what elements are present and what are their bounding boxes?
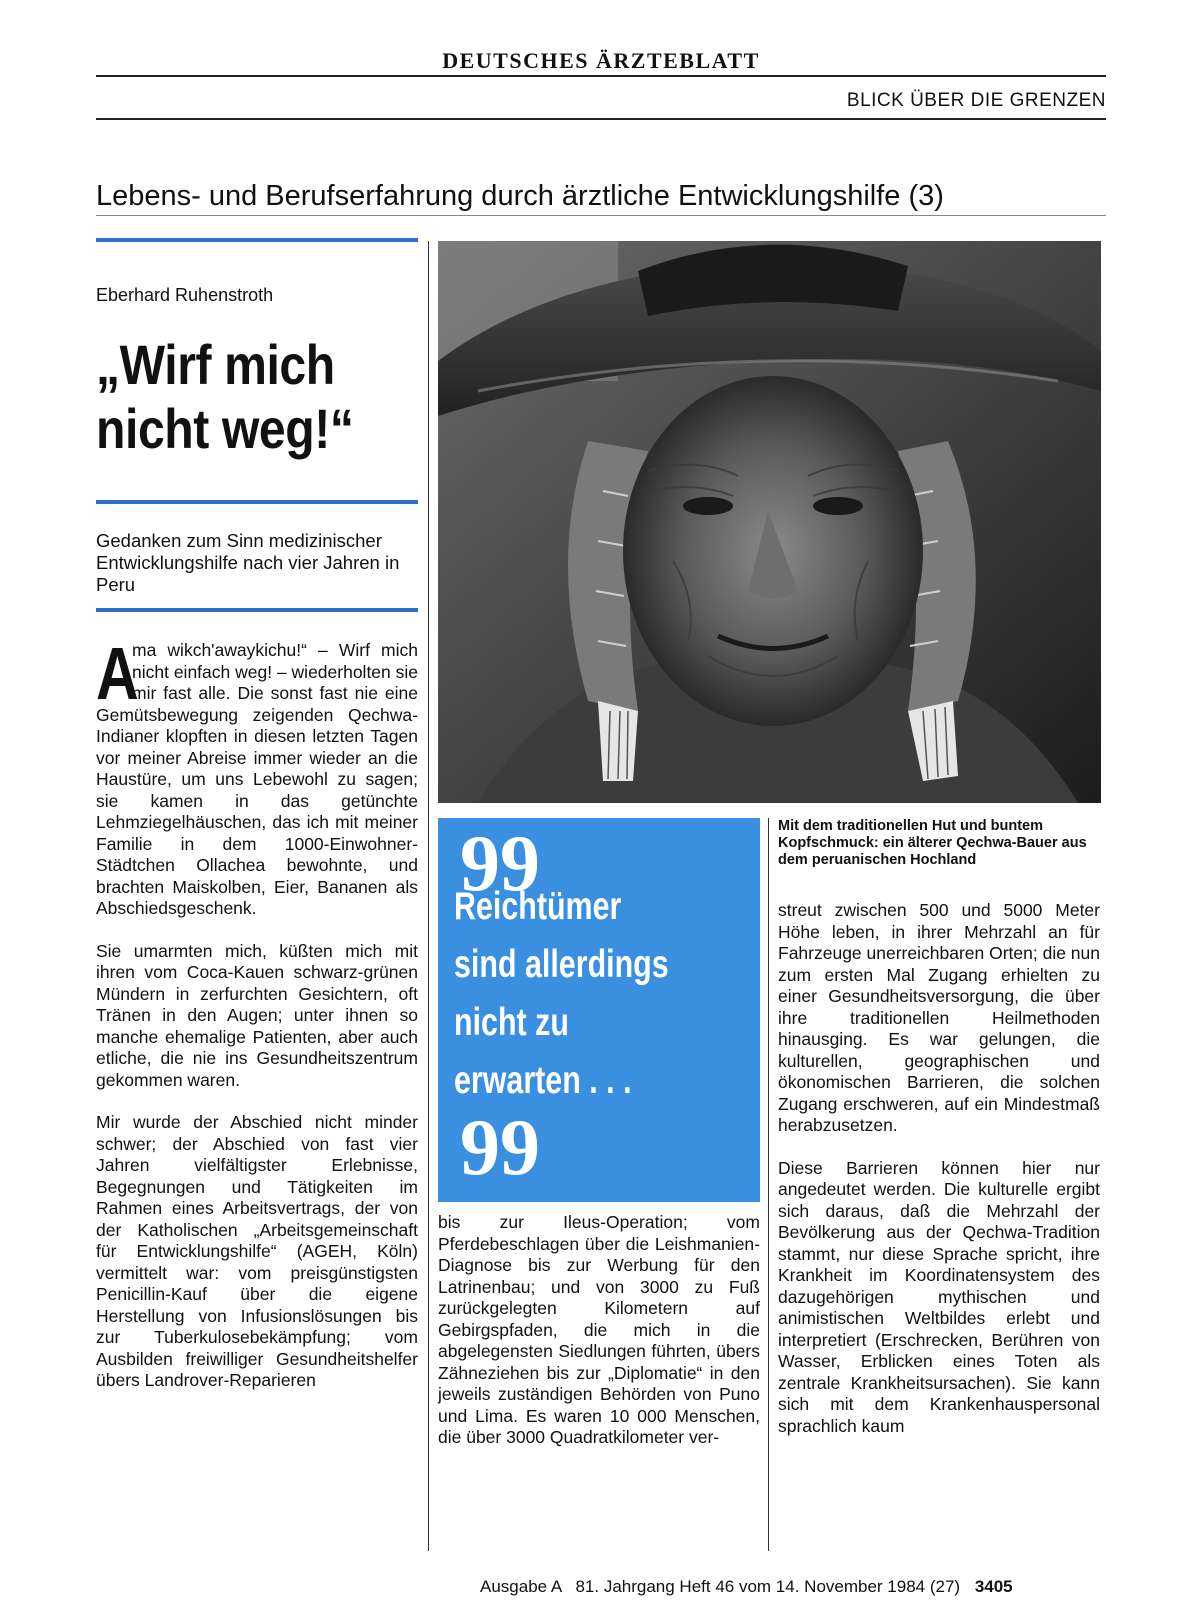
quote-close-mark: 99 — [460, 1104, 540, 1192]
issue-info: Ausgabe A 81. Jahrgang Heft 46 vom 14. November 1984 (27) — [480, 1577, 961, 1596]
blue-rule-bottom — [96, 608, 418, 612]
subtitle: Gedanken zum Sinn medizinischer Entwicklungshilfe nach vier Jahren in Peru — [96, 530, 400, 595]
page-number: 3405 — [974, 1577, 1013, 1596]
drop-cap: A — [96, 632, 139, 715]
headline-line-1: „Wirf mich — [96, 333, 335, 396]
masthead-rule — [96, 75, 1106, 77]
author: Eberhard Ruhenstroth — [96, 285, 274, 305]
portrait-photo-icon — [438, 241, 1101, 803]
col1-paragraph-2: Sie umarmten mich, küßten mich mit ihren vom Coca-Kauen schwarz-grünen Mündern in zerfurchten Gesichtern, oft Tränen in den Augen; unter ihnen so manche ehemalige Patienten, aber auch etliche, die nie ins Gesundheitszentrum gekommen waren. — [96, 940, 418, 1090]
page-footer — [480, 1577, 1013, 1597]
headline-line-2: nicht weg!“ — [96, 397, 354, 460]
pull-quote-line-3: nicht zu — [454, 1001, 569, 1044]
pull-quote — [438, 818, 760, 1202]
section-label: BLICK ÜBER DIE GRENZEN — [846, 90, 1106, 111]
blue-rule-mid — [96, 500, 418, 504]
quote-open-mark: 99 — [460, 820, 540, 908]
photo-caption: Mit dem traditionellen Hut und buntem Kopfschmuck: ein älterer Qechwa-Bauer aus dem peruanischen Hochland — [778, 818, 1087, 868]
col3-paragraph-1: streut zwischen 500 und 5000 Meter Höhe leben, in ihrer Mehrzahl an für Fahrzeuge unerreichbaren Orten; die nun zum ersten Mal Zugang erhielten zu einer Gesundheitsversorgung, die über ihre traditionellen Heilmethoden hinausging. Es war gelungen, die kulturellen, geographischen und ökonomischen Barrieren, die solchen Zugang erschweren, auf ein Mindestmaß herabzusetzen. — [778, 900, 1101, 1135]
column-2 — [438, 1212, 760, 1470]
column-divider-2 — [768, 818, 769, 1551]
col1-paragraph-3: Mir wurde der Abschied nicht minder schwer; der Abschied von fast vier Jahren vielfältigster Erlebnisse, Begegnungen und Tätigkeiten im Rahmen eines Arbeitsvertrags, der von der Katholischen „Arbeitsgemeinschaft für Entwicklungshilfe“ (AGEH, Köln) vermittelt war: vom preisgünstigsten Penicillin-Kauf über die eigene Herstellung von Infusionslösungen bis zur Tuberkulosebekämpfung; vom Ausbilden freiwilliger Gesundheitshelfer übers Landrover-Reparieren — [96, 1112, 418, 1390]
series-rule — [96, 215, 1106, 216]
section-rule — [96, 118, 1106, 120]
col2-paragraph-1: bis zur Ileus-Operation; vom Pferdebeschlagen über die Leishmanien-Diagnose bis zur Werbung für den Latrinenbau; und von 3000 zu Fuß zurückgelegten Kilometern auf Gebirgspfaden, die mich in die abgelegensten Siedlungen führten, übers Zähneziehen bis zur „Diplomatie“ in den jeweils zuständigen Behörden von Puno und Lima. Es waren 10 000 Menschen, die über 3000 Quadratkilometer ver- — [438, 1212, 760, 1447]
column-divider-1 — [428, 241, 429, 1551]
col1-paragraph-1: A ma wikch'awaykichu!“ – Wirf mich nicht einfach weg! – wiederholten sie mir fast alle. Die sonst fast nie eine Gemütsbewegung zeigenden Qechwa-Indianer klopften in diesen letzten Tagen vor meiner Abreise immer wieder an die Haustüre, um uns Lebewohl zu sagen; sie kamen in das getünchte Lehmziegelhäuschen, das ich mit meiner Familie in dem 1000-Einwohner-Städtchen Ollachea bewohnte, und brachten Maiskolben, Eier, Bananen als Abschiedsgeschenk. — [96, 632, 419, 918]
masthead: DEUTSCHES ÄRZTEBLATT — [442, 48, 760, 73]
pull-quote-line-2: sind allerdings — [454, 943, 669, 986]
column-1 — [96, 632, 419, 1413]
pull-quote-line-1: Reichtümer — [454, 885, 622, 928]
pull-quote-line-4: erwarten . . . — [454, 1059, 632, 1102]
blue-rule-top — [96, 238, 418, 242]
col3-paragraph-2: Diese Barrieren können hier nur angedeutet werden. Die kulturelle ergibt sich daraus, daß die Mehrzahl der Bevölkerung aus der Qechwa-Tradition stammt, nur diese Sprache spricht, ihre Krankheit im Koordinatensystem des dazugehörigen mythischen und animistischen Weltbildes erlebt und interpretiert (Erschrecken, Berühren von Wasser, Erblicken eines Toten als zentrale Krankheitsursachen). Sie kann sich mit dem Krankenhauspersonal sprachlich kaum — [778, 1157, 1100, 1436]
column-3 — [778, 900, 1100, 1458]
portrait-photo — [438, 241, 1101, 803]
pull-quote-text — [454, 878, 669, 1110]
series-title: Lebens- und Berufserfahrung durch ärztliche Entwicklungshilfe (3) — [96, 180, 944, 212]
headline — [96, 333, 380, 461]
